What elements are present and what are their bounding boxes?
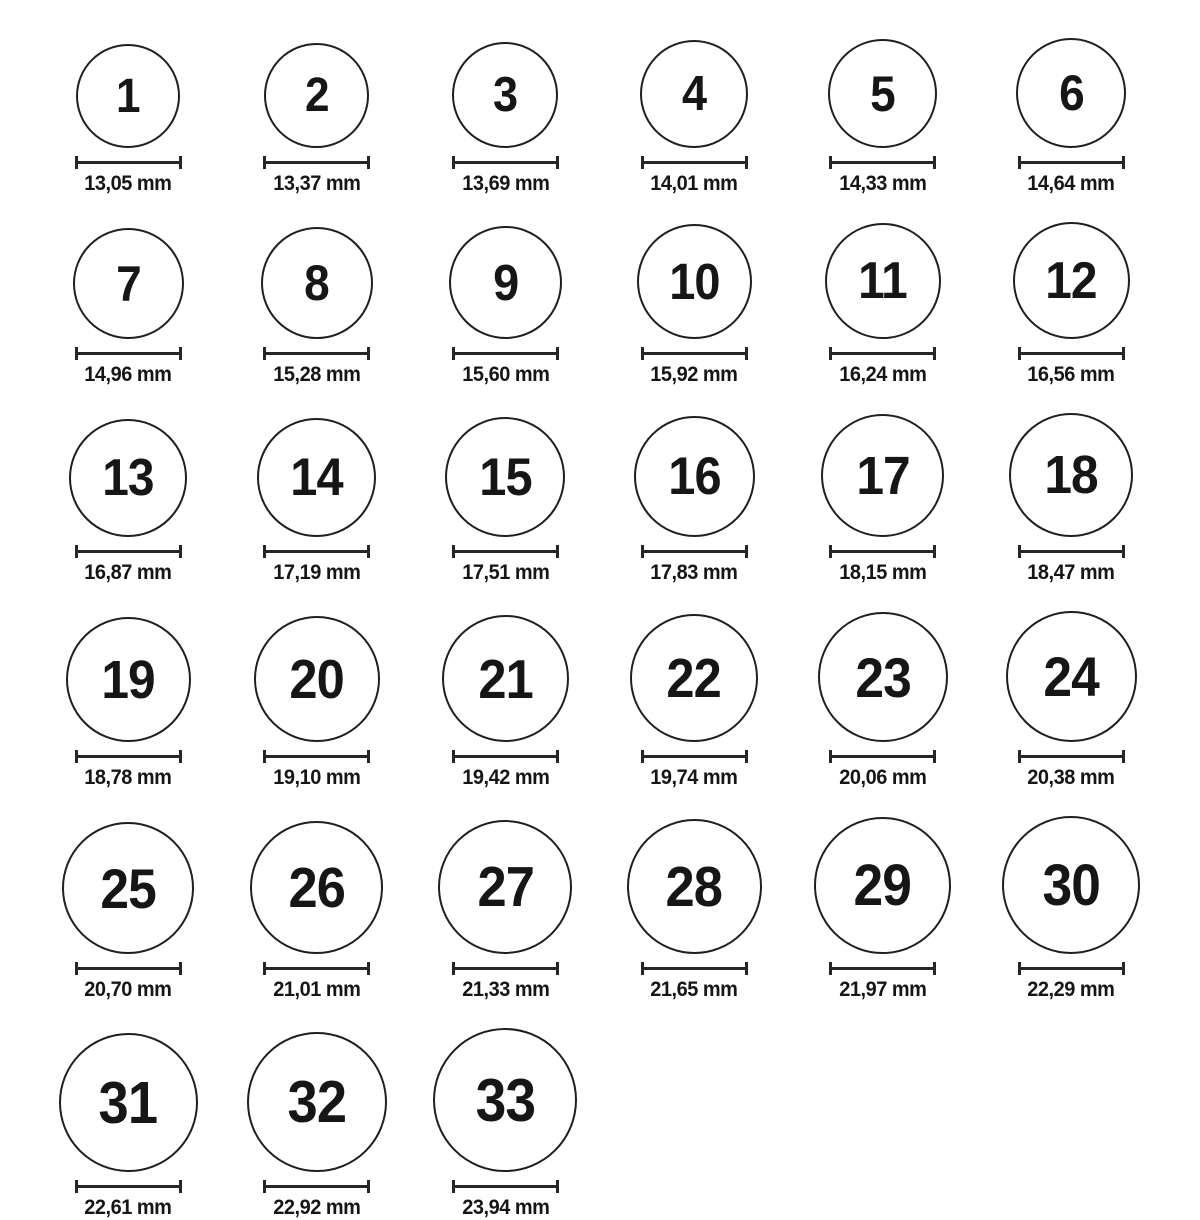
ring-circle [640,40,748,148]
ring-circle [821,414,944,537]
diameter-label: 19,10 mm [273,766,361,789]
diameter-label: 16,24 mm [839,363,927,386]
diameter-measure-line [641,750,748,763]
size-row-4 [34,611,1166,790]
diameter-label: 15,60 mm [461,363,550,386]
ring-circle [449,226,562,339]
ring-circle [445,417,565,537]
ring-size-number: 30 [1042,852,1101,918]
ring-circle [630,614,758,742]
ring-size-number: 28 [665,854,723,919]
diameter-label: 19,42 mm [461,766,550,789]
ring-size-number: 24 [1043,645,1099,708]
diameter-label: 14,96 mm [84,363,172,386]
ring-circle [1013,222,1130,339]
ring-circle [438,820,572,954]
ring-size-item [34,617,223,790]
diameter-measure-line [641,156,748,169]
ring-size-number: 17 [855,445,910,506]
ring-size-number: 1 [116,69,141,123]
ring-circle [69,419,187,537]
ring-size-item [977,38,1166,196]
ring-size-number: 19 [101,649,156,710]
ring-size-item [600,224,789,387]
diameter-label: 22,92 mm [273,1196,361,1219]
diameter-measure-line [1018,750,1125,763]
ring-circle [250,821,383,954]
ring-size-item [223,43,412,196]
diameter-label: 21,33 mm [461,978,550,1001]
diameter-measure-line [829,347,936,360]
diameter-measure-line [452,545,559,558]
ring-size-number: 15 [479,447,532,507]
diameter-measure-line [263,750,370,763]
diameter-label: 21,65 mm [650,978,738,1001]
diameter-label: 13,69 mm [461,172,550,195]
diameter-measure-line [829,156,936,169]
ring-circle [73,228,184,339]
ring-size-item [977,222,1166,387]
diameter-measure-line [75,545,182,558]
diameter-measure-line [1018,347,1125,360]
diameter-measure-line [641,545,748,558]
diameter-label: 14,64 mm [1027,172,1115,195]
ring-circle [76,44,180,148]
ring-circle [254,616,380,742]
diameter-label: 18,78 mm [84,766,172,789]
ring-size-number: 23 [854,645,911,709]
diameter-label: 13,05 mm [84,172,172,195]
diameter-measure-line [263,962,370,975]
ring-circle [247,1032,387,1172]
ring-size-item [600,614,789,790]
diameter-measure-line [1018,545,1125,558]
diameter-label: 21,01 mm [273,978,361,1001]
ring-size-number: 11 [858,252,908,310]
ring-circle [433,1028,577,1172]
ring-size-item [600,416,789,585]
size-row-5 [34,816,1166,1002]
ring-size-number: 10 [668,253,720,310]
ring-size-item [977,816,1166,1002]
ring-size-number: 20 [289,648,345,710]
ring-size-item [223,418,412,585]
ring-circle [264,43,369,148]
diameter-measure-line [829,545,936,558]
diameter-measure-line [452,750,559,763]
ring-size-number: 7 [115,255,141,312]
ring-size-item [223,821,412,1002]
ring-size-item [34,228,223,387]
ring-circle [627,819,762,954]
diameter-label: 20,70 mm [84,978,172,1001]
diameter-measure-line [75,347,182,360]
diameter-measure-line [263,156,370,169]
size-row-6 [34,1028,1166,1220]
ring-size-number: 5 [870,65,896,122]
ring-size-item [223,616,412,790]
ring-circle [66,617,191,742]
diameter-label: 16,87 mm [84,561,172,584]
ring-size-number: 4 [681,67,707,121]
diameter-measure-line [452,1180,559,1193]
ring-size-item [223,1032,412,1220]
ring-size-item [34,419,223,585]
ring-size-item [411,1028,600,1220]
ring-size-item [34,44,223,196]
ring-circle [1016,38,1126,148]
ring-size-item [788,817,977,1002]
ring-size-number: 3 [493,68,518,122]
diameter-label: 14,01 mm [650,172,738,195]
ring-size-number: 27 [477,855,534,919]
diameter-measure-line [452,962,559,975]
ring-size-item [34,1033,223,1220]
diameter-measure-line [641,347,748,360]
ring-size-number: 13 [102,449,154,507]
diameter-measure-line [263,545,370,558]
diameter-measure-line [452,156,559,169]
size-row-3 [34,413,1166,585]
ring-size-number: 14 [290,448,344,507]
ring-size-item [34,822,223,1002]
ring-size-item [411,42,600,196]
ring-size-item [788,612,977,790]
diameter-measure-line [75,156,182,169]
ring-size-number: 18 [1044,445,1098,505]
diameter-measure-line [75,962,182,975]
size-row-2 [34,222,1166,387]
ring-size-number: 26 [288,855,346,920]
ring-size-number: 9 [492,254,519,311]
diameter-measure-line [1018,156,1125,169]
diameter-label: 13,37 mm [273,172,361,195]
ring-size-number: 31 [99,1069,158,1136]
diameter-label: 14,33 mm [839,172,927,195]
diameter-measure-line [829,750,936,763]
ring-size-item [411,615,600,790]
ring-size-number: 33 [475,1066,536,1134]
ring-size-number: 29 [853,853,912,918]
diameter-label: 22,61 mm [84,1196,172,1219]
ring-size-item [600,819,789,1002]
ring-size-item [600,40,789,196]
ring-circle [452,42,558,148]
ring-size-item [788,39,977,196]
ring-size-number: 25 [100,856,157,920]
diameter-label: 20,06 mm [839,766,927,789]
ring-size-number: 21 [478,647,533,710]
diameter-label: 17,83 mm [650,561,738,584]
diameter-label: 15,28 mm [273,363,361,386]
ring-size-item [223,227,412,387]
ring-circle [62,822,194,954]
diameter-label: 20,38 mm [1027,766,1115,789]
ring-size-number: 12 [1045,251,1097,310]
diameter-label: 17,19 mm [273,561,361,584]
diameter-label: 18,15 mm [839,561,927,584]
ring-circle [818,612,948,742]
diameter-measure-line [829,962,936,975]
ring-size-item [788,223,977,387]
ring-size-item [788,414,977,585]
diameter-measure-line [75,750,182,763]
ring-size-item [977,413,1166,585]
ring-circle [261,227,373,339]
ring-size-number: 16 [667,447,721,506]
diameter-measure-line [452,347,559,360]
diameter-measure-line [75,1180,182,1193]
diameter-label: 17,51 mm [461,561,550,584]
ring-circle [634,416,755,537]
ring-size-item [411,226,600,387]
ring-circle [828,39,937,148]
diameter-measure-line [1018,962,1125,975]
ring-circle [442,615,569,742]
ring-circle [1006,611,1137,742]
ring-circle [814,817,951,954]
diameter-measure-line [641,962,748,975]
diameter-label: 19,74 mm [650,766,738,789]
size-row-1 [34,38,1166,196]
ring-circle [1002,816,1140,954]
diameter-label: 22,29 mm [1027,978,1115,1001]
ring-circle [59,1033,198,1172]
ring-size-item [411,820,600,1002]
ring-size-number: 6 [1058,65,1084,121]
diameter-label: 18,47 mm [1027,561,1115,584]
ring-size-number: 2 [305,69,329,122]
ring-circle [257,418,376,537]
diameter-measure-line [263,347,370,360]
ring-size-number: 32 [287,1069,347,1135]
ring-size-item [411,417,600,585]
ring-size-number: 8 [304,255,330,311]
diameter-label: 16,56 mm [1027,363,1115,386]
ring-size-number: 22 [666,647,722,709]
ring-circle [1009,413,1133,537]
ring-size-item [977,611,1166,790]
ring-circle [825,223,941,339]
diameter-label: 23,94 mm [461,1196,550,1219]
diameter-measure-line [263,1180,370,1193]
ring-circle [637,224,752,339]
diameter-label: 15,92 mm [650,363,738,386]
diameter-label: 21,97 mm [839,978,927,1001]
